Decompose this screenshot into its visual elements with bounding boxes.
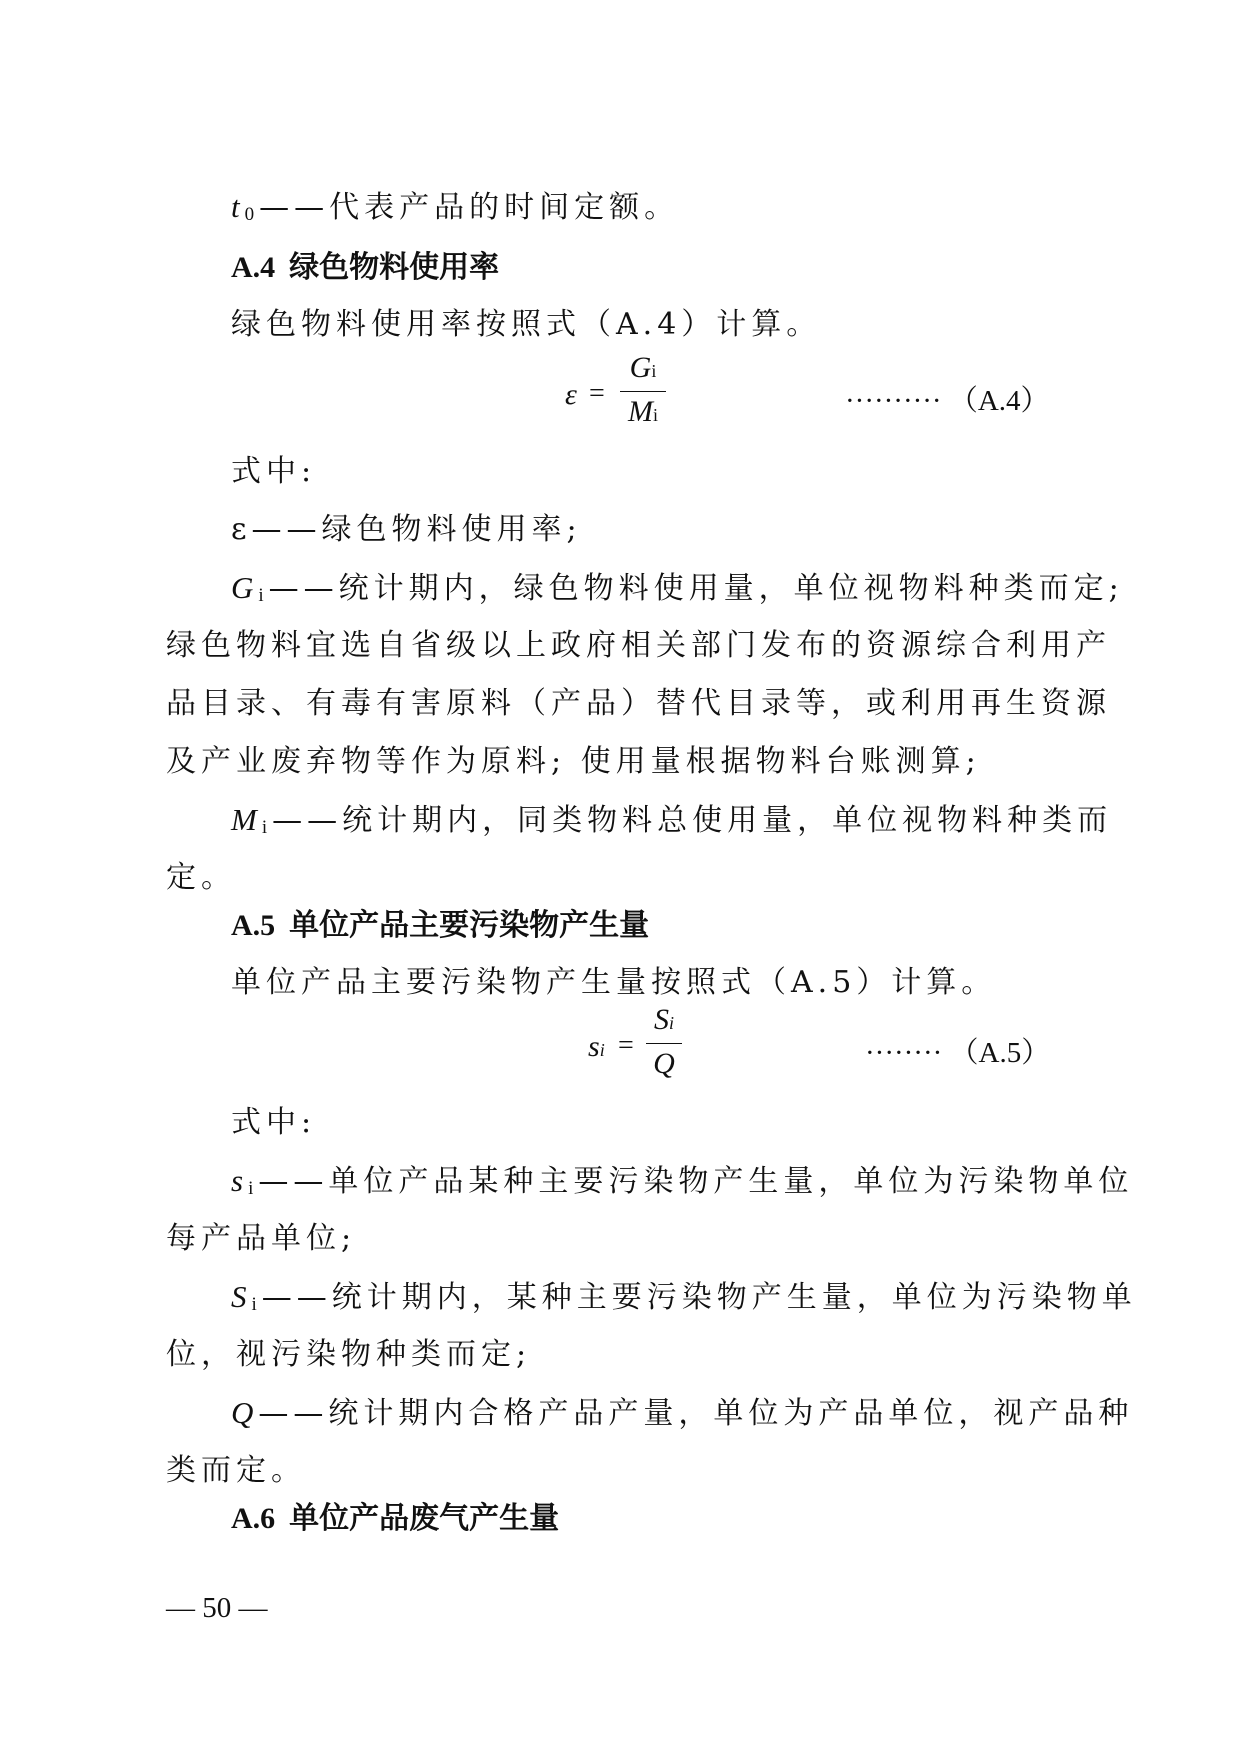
a4-def-gi [231,568,1124,616]
section-number: A.6 [231,1502,276,1535]
symbol-S: S [231,1279,252,1314]
denominator: Mi [627,395,658,428]
fraction [620,348,666,435]
symbol-g: G [231,570,259,605]
a5-def-q [231,1393,1133,1434]
symbol-t: t [231,189,245,224]
subscript-i: i [251,1294,262,1315]
def-text: ——统计期内，绿色物料使用量，单位视物料种类而定; [268,571,1124,606]
a4-intro: 绿色物料使用率按照式（A.4）计算。 [231,307,822,342]
a4-def-gi-line2: 绿色物料宜选自省级以上政府相关部门发布的资源综合利用产 [166,628,1111,663]
def-text: ——统计期内，某种主要污染物产生量，单位为污染物单 [261,1280,1137,1315]
equation-number-a4: ·········· （A.4） [845,385,1050,417]
section-number: A.5 [231,909,276,942]
def-t0-text: ——代表产品的时间定额。 [259,190,680,225]
page-number: — 50 — [166,1592,268,1624]
def-text: ——统计期内，同类物料总使用量，单位视物料种类而 [272,803,1113,838]
def-text: ——统计期内合格产品产量，单位为产品单位，视产品种 [258,1396,1134,1431]
section-heading-a5 [231,906,649,946]
section-heading-a4 [231,248,499,288]
formula-equals: = [618,1030,634,1061]
a5-def-Si [231,1277,1137,1325]
subscript-i: i [248,1178,259,1199]
def-text: ——单位产品某种主要污染物产生量，单位为污染物单位 [258,1164,1134,1199]
a5-intro: 单位产品主要污染物产生量按照式（A.5）计算。 [231,965,997,1000]
section-number: A.4 [231,251,276,284]
subscript-i: i [261,817,273,838]
a5-def-Si-line2: 位，视污染物种类而定; [166,1337,532,1372]
section-title: 单位产品废气产生量 [289,1501,560,1536]
symbol-s: s [231,1163,249,1198]
equation-number-a5: ········ （A.5） [865,1037,1051,1069]
a4-def-gi-line4: 及产业废弃物等作为原料; 使用量根据物料台账测算; [166,744,981,779]
a5-def-si [231,1161,1133,1209]
a4-def-epsilon: ε——绿色物料使用率; [231,512,582,547]
a5-def-si-line2: 每产品单位; [166,1221,357,1256]
a4-def-gi-line3: 品目录、有毒有害原料（产品）替代目录等，或利用再生资源 [166,686,1111,721]
a4-def-mi-line2: 定。 [166,860,236,895]
formula-lhs: ε [565,378,577,411]
formula-a5 [588,1000,698,1090]
def-t0 [231,187,679,235]
subscript-i: i [258,585,269,606]
fraction [646,1000,682,1084]
a5-where: 式中: [231,1105,317,1140]
denominator: Q [653,1047,675,1080]
section-title: 绿色物料使用率 [289,250,500,285]
symbol-m: M [231,802,262,837]
formula-equals: = [589,378,605,409]
a4-where: 式中: [231,454,317,489]
section-title: 单位产品主要污染物产生量 [289,908,650,943]
formula-lhs: si [588,1030,605,1063]
formula-a4 [565,348,675,438]
numerator: Si [653,1003,674,1036]
a4-def-mi [231,800,1112,848]
a5-def-q-line2: 类而定。 [166,1453,306,1488]
numerator: Gi [629,351,657,384]
subscript-0: 0 [244,204,260,225]
section-heading-a6 [231,1499,559,1539]
symbol-q: Q [231,1395,259,1430]
